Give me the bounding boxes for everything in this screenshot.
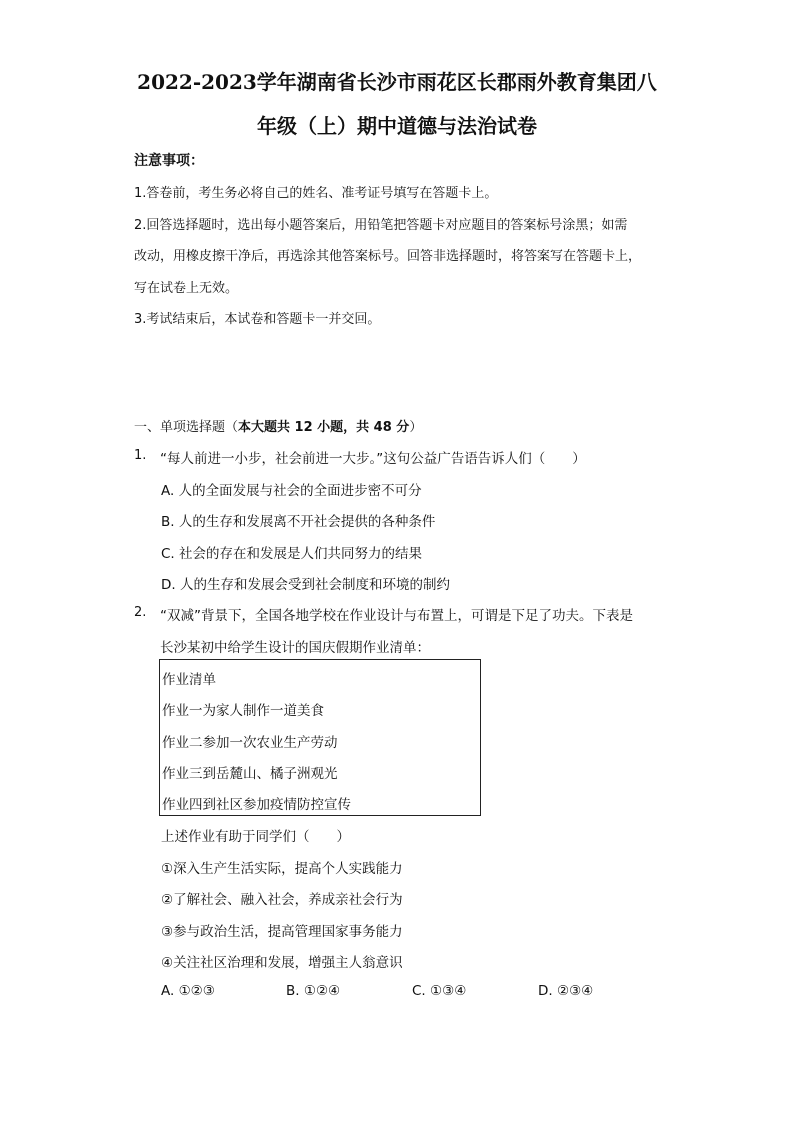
question-2-prompt: 上述作业有助于同学们（ ） (161, 829, 350, 845)
section-bold: 本大题共 12 小题，共 48 分 (238, 420, 410, 435)
question-2-choice-a: A. ①②③ (161, 983, 215, 999)
exam-title-line-1: 2022-2023学年湖南省长沙市雨花区长郡雨外教育集团八 (137, 70, 657, 94)
question-1-option-b: B. 人的生存和发展离不开社会提供的各种条件 (161, 514, 436, 530)
section-suffix: ） (409, 420, 423, 435)
question-1-option-d: D. 人的生存和发展会受到社会制度和环境的制约 (161, 577, 450, 593)
notice-line-4: 写在试卷上无效。 (134, 281, 239, 296)
homework-table-row: 作业一为家人制作一道美食 (162, 703, 324, 719)
section-heading (134, 416, 422, 435)
homework-table-row: 作业四到社区参加疫情防控宣传 (162, 797, 351, 813)
section-prefix: 一、单项选择题（ (134, 420, 239, 435)
homework-table (159, 659, 481, 816)
question-2-choice-c: C. ①③④ (412, 983, 467, 999)
question-2-stem-line-2: 长沙某初中给学生设计的国庆假期作业清单： (160, 640, 430, 656)
notice-line-2: 2.回答选择题时，选出每小题答案后，用铅笔把答题卡对应题目的答案标号涂黑；如需 (134, 218, 628, 233)
question-2-stem-line-1: “双减”背景下，全国各地学校在作业设计与布置上，可谓是下足了功夫。下表是 (160, 608, 633, 624)
question-1-option-a: A. 人的全面发展与社会的全面进步密不可分 (161, 483, 422, 499)
question-1-stem: “每人前进一小步，社会前进一大步。”这句公益广告语告诉人们（ ） (160, 451, 586, 467)
question-2-statement-2: ②了解社会、融入社会，养成亲社会行为 (161, 892, 403, 908)
question-2-choice-d: D. ②③④ (538, 983, 594, 999)
question-1-number: 1. (134, 448, 147, 463)
exam-title-line-2: 年级（上）期中道德与法治试卷 (257, 114, 537, 138)
homework-table-row: 作业二参加一次农业生产劳动 (162, 735, 338, 751)
notice-line-1: 1.答卷前，考生务必将自己的姓名、准考证号填写在答题卡上。 (134, 186, 498, 201)
notice-line-3: 改动，用橡皮擦干净后，再选涂其他答案标号。回答非选择题时，将答案写在答题卡上， (134, 249, 642, 264)
homework-table-row: 作业三到岳麓山、橘子洲观光 (162, 766, 338, 782)
question-2-choice-b: B. ①②④ (286, 983, 341, 999)
notice-heading: 注意事项： (134, 153, 204, 169)
homework-table-row: 作业清单 (162, 672, 216, 688)
notice-line-5: 3.考试结束后，本试卷和答题卡一并交回。 (134, 312, 381, 327)
question-2-statement-1: ①深入生产生活实际，提高个人实践能力 (161, 861, 403, 877)
question-2-statement-4: ④关注社区治理和发展，增强主人翁意识 (161, 955, 403, 971)
question-2-statement-3: ③参与政治生活，提高管理国家事务能力 (161, 924, 403, 940)
question-2-number: 2. (134, 605, 147, 620)
question-1-option-c: C. 社会的存在和发展是人们共同努力的结果 (161, 546, 423, 562)
